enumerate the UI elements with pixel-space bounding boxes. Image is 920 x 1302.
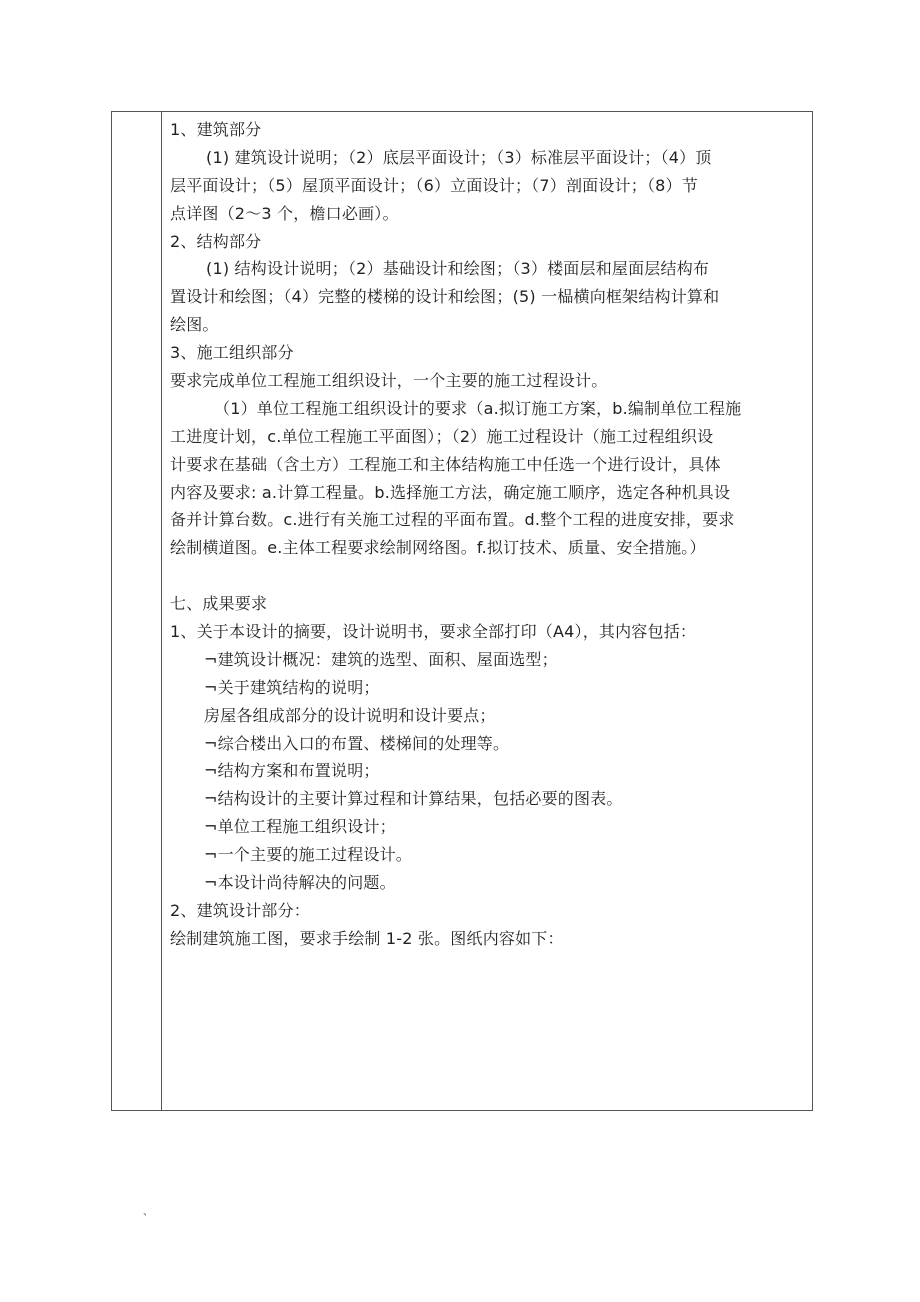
list-item: ¬结构设计的主要计算过程和计算结果，包括必要的图表。 bbox=[204, 789, 623, 809]
section-heading: 2、建筑设计部分： bbox=[170, 900, 310, 920]
list-item: ¬建筑设计概况：建筑的选型、面积、屋面选型； bbox=[204, 649, 558, 669]
text-line: 置设计和绘图；（4）完整的楼梯的设计和绘图；(5) 一榀横向框架结构计算和 bbox=[170, 287, 720, 307]
section-heading: 2、结构部分 bbox=[170, 231, 262, 251]
text-line: 绘图。 bbox=[170, 315, 219, 335]
list-item: ¬结构方案和布置说明； bbox=[204, 761, 380, 781]
list-item: ¬单位工程施工组织设计； bbox=[204, 817, 396, 837]
text-line: 内容及要求: a.计算工程量。b.选择施工方法，确定施工顺序，选定各种机具设 bbox=[170, 482, 731, 502]
text-line: 1、关于本设计的摘要，设计说明书，要求全部打印（A4），其内容包括： bbox=[170, 622, 697, 642]
blank-line bbox=[170, 562, 807, 590]
document-table bbox=[111, 111, 813, 1111]
text-line: 要求完成单位工程施工组织设计，一个主要的施工过程设计。 bbox=[170, 371, 608, 391]
text-line: 绘制横道图。e.主体工程要求绘制网络图。f.拟订技术、质量、安全措施。） bbox=[170, 538, 706, 558]
list-item: ¬一个主要的施工过程设计。 bbox=[204, 845, 413, 865]
text-line: 工进度计划，c.单位工程施工平面图）；（2）施工过程设计（施工过程组织设 bbox=[170, 426, 714, 446]
list-item: 房屋各组成部分的设计说明和设计要点； bbox=[204, 705, 496, 725]
footer-mark: 、 bbox=[143, 1207, 153, 1218]
text-line: （1）单位工程施工组织设计的要求（a.拟订施工方案，b.编制单位工程施 bbox=[214, 398, 742, 418]
section-heading: 七、成果要求 bbox=[170, 594, 268, 614]
text-line: (1) 建筑设计说明；（2）底层平面设计；（3）标准层平面设计；（4）顶 bbox=[206, 147, 712, 167]
text-line: (1) 结构设计说明；（2）基础设计和绘图；（3）楼面层和屋面层结构布 bbox=[206, 259, 710, 279]
text-line: 点详图（2～3 个，檐口必画）。 bbox=[170, 203, 399, 223]
text-line: 绘制建筑施工图，要求手绘制 1-2 张。图纸内容如下： bbox=[170, 928, 564, 948]
text-line: 备并计算台数。c.进行有关施工过程的平面布置。d.整个工程的进度安排，要求 bbox=[170, 510, 735, 530]
list-item: ¬本设计尚待解决的问题。 bbox=[204, 873, 396, 893]
list-item: ¬关于建筑结构的说明； bbox=[204, 677, 380, 697]
section-heading: 3、施工组织部分 bbox=[170, 343, 294, 363]
column-divider bbox=[161, 112, 162, 1110]
section-heading: 1、建筑部分 bbox=[170, 120, 262, 139]
text-line: 计要求在基础（含土方）工程施工和主体结构施工中任选一个进行设计，具体 bbox=[170, 454, 721, 474]
content-cell bbox=[170, 116, 807, 953]
list-item: ¬综合楼出入口的布置、楼梯间的处理等。 bbox=[204, 733, 510, 753]
text-line: 层平面设计；（5）屋顶平面设计；（6）立面设计；（7）剖面设计；（8）节 bbox=[170, 175, 698, 195]
